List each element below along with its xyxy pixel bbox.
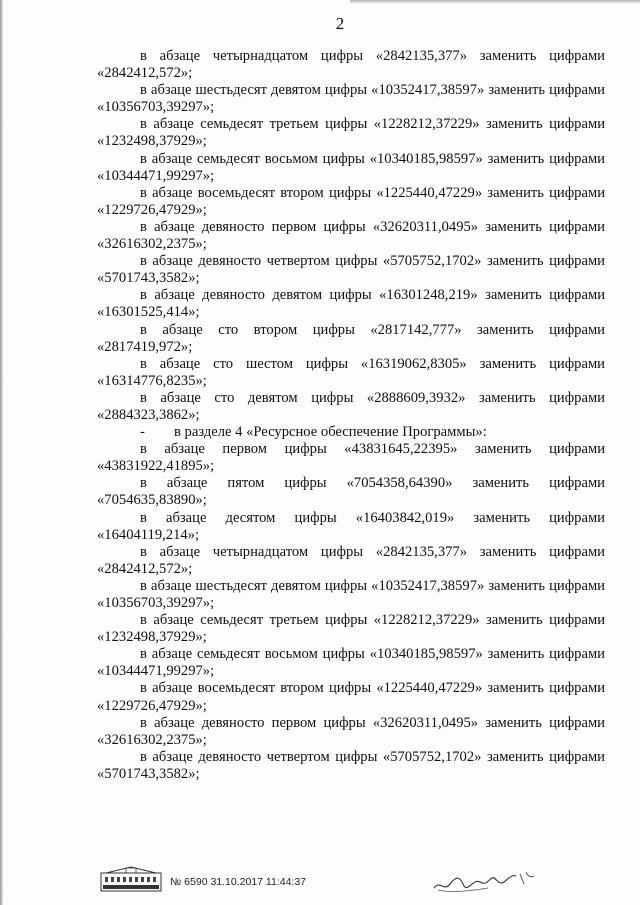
paragraph: в абзаце восемьдесят втором цифры «1225440,47229» заменить цифрами «1229726,47929»; bbox=[97, 184, 605, 218]
building-facade-logo-icon bbox=[100, 866, 162, 892]
paragraph: в абзаце десятом цифры «16403842,019» заменить цифрами «16404119,214»; bbox=[97, 509, 605, 543]
paragraph: в абзаце шестьдесят девятом цифры «10352417,38597» заменить цифрами «10356703,39297»; bbox=[97, 82, 605, 116]
paragraph: в абзаце четырнадцатом цифры «2842135,377» заменить цифрами «2842412,572»; bbox=[97, 543, 605, 577]
document-registration-stamp: № 6590 31.10.2017 11:44:37 bbox=[170, 876, 307, 888]
document-footer bbox=[100, 866, 560, 896]
paragraph: в абзаце семьдесят третьем цифры «1228212,37229» заменить цифрами «1232498,37929»; bbox=[97, 612, 605, 646]
paragraph: в абзаце четырнадцатом цифры «2842135,377» заменить цифрами «2842412,572»; bbox=[97, 48, 605, 82]
paragraph: в абзаце девяносто четвертом цифры «5705752,1702» заменить цифрами «5701743,3582»; bbox=[97, 748, 605, 782]
paragraph: в абзаце семьдесят восьмом цифры «10340185,98597» заменить цифрами «10344471,99297»; bbox=[97, 646, 605, 680]
paragraph: в абзаце девяносто девятом цифры «16301248,219» заменить цифрами «16301525,414»; bbox=[97, 287, 605, 321]
document-body bbox=[97, 48, 605, 783]
scan-edge-top bbox=[350, 0, 640, 4]
section-heading: в разделе 4 «Ресурсное обеспечение Программы»: bbox=[174, 424, 487, 441]
section-list-item bbox=[97, 424, 605, 441]
paragraph: в абзаце первом цифры «43831645,22395» заменить цифрами «43831922,41895»; bbox=[97, 441, 605, 475]
paragraph: в абзаце семьдесят восьмом цифры «10340185,98597» заменить цифрами «10344471,99297»; bbox=[97, 150, 605, 184]
paragraph: в абзаце девяносто первом цифры «32620311,0495» заменить цифрами «32616302,2375»; bbox=[97, 218, 605, 253]
list-dash: - bbox=[140, 424, 145, 441]
paragraph: в абзаце семьдесят третьем цифры «1228212,37229» заменить цифрами «1232498,37929»; bbox=[97, 116, 605, 150]
paragraph: в абзаце девяносто четвертом цифры «5705752,1702» заменить цифрами «5701743,3582»; bbox=[97, 253, 605, 287]
paragraph: в абзаце девяносто первом цифры «32620311,0495» заменить цифрами «32616302,2375»; bbox=[97, 714, 605, 748]
paragraph: в абзаце восемьдесят втором цифры «1225440,47229» заменить цифрами «1229726,47929»; bbox=[97, 680, 605, 714]
paragraph: в абзаце пятом цифры «7054358,64390» заменить цифрами «7054635,83890»; bbox=[97, 475, 605, 509]
paragraph: в абзаце шестьдесят девятом цифры «10352417,38597» заменить цифрами «10356703,39297»; bbox=[97, 577, 605, 611]
page-number: 2 bbox=[335, 14, 345, 33]
paragraph: в абзаце сто шестом цифры «16319062,8305» заменить цифрами «16314776,8235»; bbox=[97, 355, 605, 389]
scan-edge-left bbox=[0, 0, 3, 905]
handwritten-signature-icon bbox=[430, 866, 540, 896]
paragraph: в абзаце сто втором цифры «2817142,777» заменить цифрами «2817419,972»; bbox=[97, 321, 605, 355]
paragraph: в абзаце сто девятом цифры «2888609,3932» заменить цифрами «2884323,3862»; bbox=[97, 389, 605, 423]
